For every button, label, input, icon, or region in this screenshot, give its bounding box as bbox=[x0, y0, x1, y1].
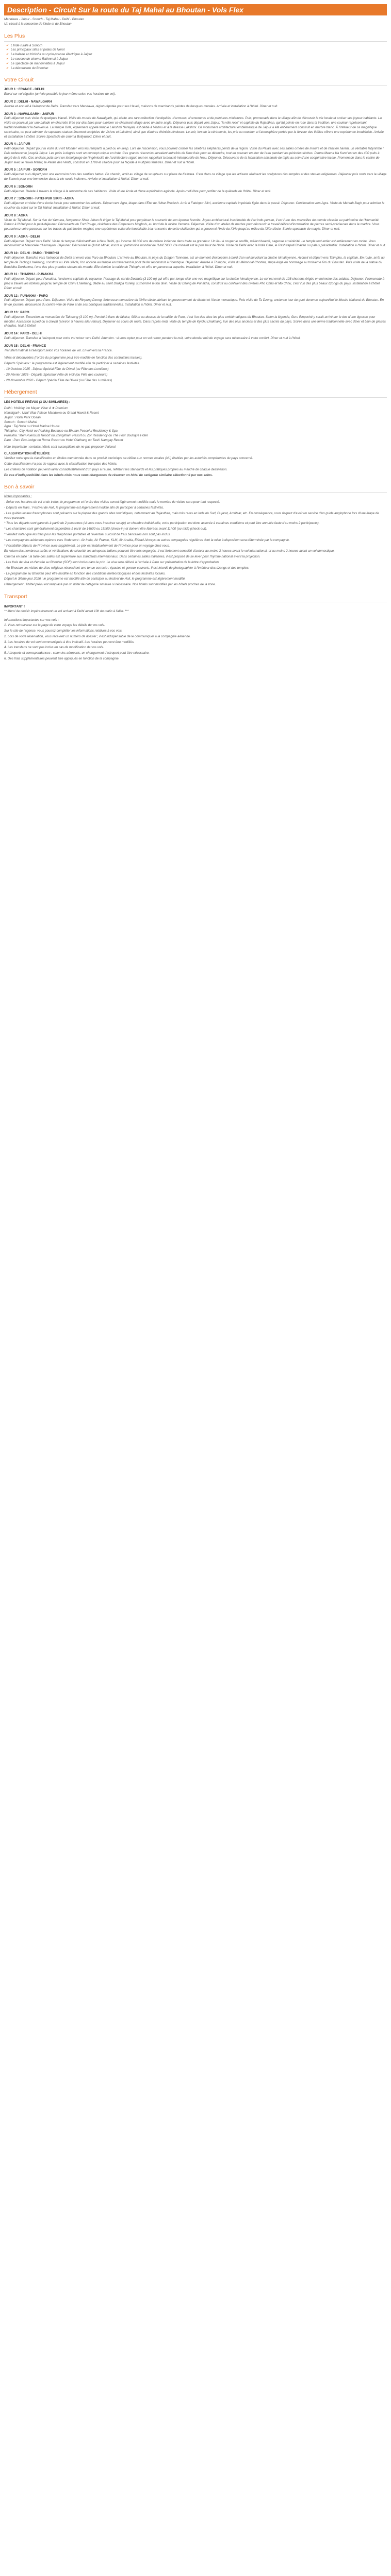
classification-title: CLASSIFICATION HÔTELIÈRE bbox=[4, 452, 50, 456]
bon-line: - Départs en Mars : Festival de Holi, le programme est légèrement modifié afin de participer à certaines festivités. bbox=[4, 505, 164, 510]
check-icon: ✔ bbox=[6, 44, 9, 47]
departure-notes bbox=[4, 356, 387, 383]
check-icon: ✔ bbox=[6, 66, 9, 70]
day-block bbox=[4, 311, 387, 329]
day-text: Petit-déjeuner. Transfert à l'aéroport pour votre vol retour vers Delhi. Attention : si vous optez pour un vol retour pendant la nuit, votre dernier nuit de voyage sera nécessaire à votre confort. Dîner et nuit à l'hôtel. bbox=[4, 336, 301, 341]
day-block bbox=[4, 251, 387, 269]
transport-list bbox=[4, 609, 387, 662]
transport-heading: Transport bbox=[4, 593, 27, 600]
day-text: Petit-déjeuner. Balade à travers le village à la rencontre de ses habitants. Visite d'une école et d'une exploitation agricole. Après-midi libre pour profiter de la quiétude de l'hôtel. Dîner et nuit. bbox=[4, 189, 271, 193]
intro-route: Mandawa - Jaipur - Sonorh - Taj Mahal - Delhi - Bhoutan bbox=[4, 18, 84, 21]
note-line: Départs Spéciaux : le programme est légèrement modifié afin de participer à certaines festivités. bbox=[4, 362, 140, 366]
plus-list bbox=[4, 44, 387, 71]
special-departure: - 29 Février 2026 - Départs Spéciaux Fête de Holi (ou Fête des couleurs) bbox=[4, 372, 108, 377]
special-departure: - 28 Novembre 2026 - Départ Spécial Fête de Diwali (ou Fête des Lumières) bbox=[4, 378, 112, 382]
bon-line: Cinéma en salle : la taille des salles est supérieure aux standards internationaux. Dans certaines salles indiennes, il est proposé de se lever pour l'hymne national avant la projection. bbox=[4, 555, 260, 559]
day-text: Envol sur vol régulier (arrivée possible le jour même selon vos horaires de vol). bbox=[4, 92, 116, 96]
plus-item: ✔ Le coucou de cinema Rathnmal à Jaipur bbox=[6, 57, 68, 61]
special-departure: - 19 Octobre 2025 - Départ Spécial Fête de Diwali (ou Fête des Lumières) bbox=[4, 367, 109, 371]
plus-item: ✔ Les principaux sites et palais de Nerol bbox=[6, 48, 65, 52]
day-title: JOUR 7 : SONORH - FATEHPUR SIKRI - AGRA bbox=[4, 197, 74, 201]
day-title: JOUR 14 : PARO - DELHI bbox=[4, 332, 42, 336]
hotel-list bbox=[4, 406, 387, 443]
transport-line: 5. Aéroports et correspondances : selon les aéroports, un changement d'aéroport peut être nécessaire. bbox=[4, 651, 150, 655]
day-block bbox=[4, 344, 387, 353]
bon-line: * Veuillez noter que les frais pour les téléphones portables et l'éventuel surcoût de frais bancaires non sont pas inclus. bbox=[4, 532, 171, 536]
plus-heading: Les Plus bbox=[4, 32, 25, 39]
day-text: Petit-déjeuner. Départ pour Paro. Déjeuner. Visite du Rinpung Dzong, forteresse monastère du XVIIe siècle abritant le gouvernement du district et l'école monastique. Puis visite du Ta Dzong, ancienne tour de guet devenue aujourd'hui le Musée National du Bhoutan. En fin de journée, découverte du centre-ville de Paro et de ses boutiques traditionnelles. Installation à l'hôtel. Dîner et nuit. bbox=[4, 298, 384, 307]
spacer bbox=[4, 615, 387, 617]
divider bbox=[4, 492, 387, 493]
day-text: Arrivée et accueil à l'aéroport de Delhi. Transfert vers Mandawa, région réputée pour ses Haveli, maisons de marchands peintes de fresques murales. Arrivée et installation à l'hôtel. Dîner et nuit. bbox=[4, 104, 278, 108]
bon-line: En raison des nombreux arrêts et vérifications de sécurité, les aéroports indiens peuvent être très engorgés. Il est fortement conseillé d'arriver au moins 3 heures avant le vol international, et au moins 2 heures avant un vol domestique. bbox=[4, 549, 335, 553]
day-block bbox=[4, 197, 387, 210]
day-text: Petit-déjeuner et visite d'une école locale pour rencontrer les enfants. Départ vers Agra, étape dans l'État de l'Uttar Pradesh. Arrêt à Fatehpur Sikri, ancienne capitale impériale figée dans le passé. Déjeuner. Continuation vers Agra. Visite du Mehtab Bagh pour admirer le coucher du soleil sur le Taj Mahal. Installation à l'hôtel. Dîner et nuit. bbox=[4, 201, 385, 210]
transport-title: IMPORTANT ! bbox=[4, 604, 25, 608]
day-block bbox=[4, 88, 387, 97]
day-block bbox=[4, 100, 387, 109]
plus-item: ✔ La découverte du Bhoutan bbox=[6, 66, 48, 70]
day-block bbox=[4, 142, 387, 165]
day-text: Petit-déjeuner. Départ vers Delhi. Visite du temple d'Akshardham à New Delhi, qui incarne 10 000 ans de culture indienne dans toute sa grandeur. Un lieu à couper le souffle, mêlant beauté, sagesse et sérénité. Le temple tout entier est entièrement en roche. Vous découvrirez le Mausolée d'Humayun. Déjeuner. Découvrez le Qutub Minar, inscrit au patrimoine mondial de l'UNESCO. Ce minaret est le plus haut de l'Inde. Visite de Delhi avec la India Gate, le Rashtrapati Bhavan ou palais présidentiel. Installation à l'hôtel. Dîner et nuit. bbox=[4, 239, 386, 248]
day-text: Petit-déjeuner. Transfert vers l'aéroport de Delhi et envol vers Paro au Bhoutan. L'arrivée au Bhoutan, le pays du Dragon Tonnerre, est un moment d'exception à bord d'un vol survolant la chaîne himalayenne. Accueil et départ vers Thimphu, la capitale. En route, arrêt au temple de Tachog Lhakhang, construit au XVe siècle, l'on accède au temple en traversant le pont de fer reconstruit à l'identique. Déjeuner. Arrivée à Thimphu, visite du Mémorial Chorten, stupa érigé en hommage au troisième Roi du Bhoutan. Puis visite de la statue du Bouddha Dordenma, l'une des plus grandes statues du monde. Elle domine la vallée de Thimphu et offre un panorama superbe. Installation à l'hôtel. Dîner et nuit. bbox=[4, 256, 385, 269]
day-title: JOUR 8 : AGRA bbox=[4, 213, 28, 217]
bon-list bbox=[4, 495, 387, 587]
hotel-item: Thimphu : City Hotel ou Peaking Boutique ou Bhutan Peaceful Residency & Spa bbox=[4, 429, 118, 433]
day-block bbox=[4, 168, 387, 181]
bon-line: * Les chambres sont généralement disponibles à partir de 14h00 ou 15h00 (check-in) et doivent être libérées avant 11h00 (ou midi) (check-out). bbox=[4, 527, 207, 531]
hotel-item: Delhi : Holiday Inn Mayur Vihar 4 ★ Premium bbox=[4, 406, 69, 411]
day-text: Petit-déjeuner. Départ pour Punakha, l'ancienne capitale du royaume. Passage du col de Dochula (3 100 m) qui offre par temps clair une vue magnifique sur la chaîne himalayenne. Le col est orné de 108 chortens érigés en mémoire des soldats. Déjeuner. Promenade à pied à travers les rizières jusqu'au temple de Chimi Lhakhang, dédié au saint Drukpa Kunley, surnommé le fou divin. Visite du Dzong de Punakha, construit au confluent des rivières Pho Chhu et Mo Chhu, c'est l'un des plus beaux dzongs du pays. Installation à l'hôtel. Dîner et nuit. bbox=[4, 277, 385, 290]
note-line: Villes et découvertes (l'ordre du programme peut être modifié en fonction des contraintes locales). bbox=[4, 356, 142, 360]
day-title: JOUR 2 : DELHI - NAWALGARH bbox=[4, 99, 52, 104]
bon-line: - Au Bhoutan, les visites de sites religieux nécessitent une tenue correcte : épaules et genoux couverts. Il est interdit de photographier à l'intérieur des dzongs et des temples. bbox=[4, 566, 250, 570]
divider bbox=[4, 397, 387, 398]
check-icon: ✔ bbox=[6, 48, 9, 52]
bon-line: * Possibilité départs de Province avec supplément. Le prix est habituellement de Province pour un voyage chez vous. bbox=[4, 544, 170, 548]
intro-tagline: Un circuit à la rencontre de l'Inde et du Bhoutan bbox=[4, 22, 72, 26]
intro bbox=[4, 18, 387, 27]
check-icon: ✔ bbox=[6, 53, 9, 57]
page-title: Description - Circuit Sur la route du Taj Mahal au Bhoutan - Vols Flex bbox=[4, 4, 387, 15]
bon-line: - Les frais de visa et d'entrée au Bhoutan (SDF) sont inclus dans le prix. Le visa sera délivré à l'arrivée à Paro sur présentation de la lettre d'approbation. bbox=[4, 560, 220, 564]
divider bbox=[4, 85, 387, 86]
day-title: JOUR 5 : JAIPUR - SONORH bbox=[4, 168, 47, 172]
day-block bbox=[4, 294, 387, 308]
day-title: JOUR 11 : THIMPHU - PUNAKHA bbox=[4, 273, 54, 277]
classification-text bbox=[4, 456, 387, 478]
hotel-note: Note importante : certains hôtels sont susceptibles de ne pas proposer d'alcool. bbox=[4, 445, 117, 449]
day-text: Transfert matinal à l'aéroport selon vos horaires de vol. Envol vers la France. bbox=[4, 348, 113, 352]
bon-line: Notes importantes : bbox=[4, 495, 32, 499]
check-icon: ✔ bbox=[6, 62, 9, 65]
day-title: JOUR 15 : DELHI - FRANCE bbox=[4, 344, 46, 348]
hotel-item: Punakha : Meri Puensum Resort ou Zhingkham Resort ou Zor Residency ou The Four Boutique Hotel bbox=[4, 433, 148, 437]
day-text: Petit-déjeuner. Excursion au monastère de Taktsang (3 100 m). Perché à flanc de falaise, 900 m au-dessus de la vallée de Paro, c'est l'un des sites les plus emblématiques du Bhoutan. Selon la légende, Guru Rinpoché y serait arrivé sur le dos d'une tigresse pour méditer. Ascension à pied ou à cheval (environ 5 heures aller-retour). Déjeuner en cours de route. Dans l'après-midi, visite du temple de Kyichu Lhakhang, l'un des plus anciens et des plus sacrés du pays. Soirée dans une ferme traditionnelle avec dîner et bain de pierres chaudes. Nuit à l'hôtel. bbox=[4, 315, 386, 328]
day-title: JOUR 1 : FRANCE - DELHI bbox=[4, 88, 44, 92]
day-title: JOUR 10 : DELHI - PARO - THIMPHU bbox=[4, 251, 59, 256]
hotel-item: Sonorh : Sonorh Mahal bbox=[4, 420, 37, 424]
day-title: JOUR 9 : AGRA - DELHI bbox=[4, 234, 40, 239]
bon-heading: Bon à savoir bbox=[4, 484, 35, 490]
day-text: Petit-déjeuner puis visite de quelques Haveli. Visite du musée de Nawalgarh, qui abrite une rare collection d'antiquités, d'armures, d'ornements et de peintures miniatures. Puis, promenade dans le village afin de découvrir la vie locale et croiser ses joyeux habitants. La visite se poursuit par une balade en charrette tirée par des ânes pour explorer ce charmant village avec un autre angle. Déjeuner puis départ vers Jaipur, "la ville rose" et capitale du Rajasthan, qui fut peinte en rose dans la tradition, une couleur représentant traditionnellement la bienvenue. La temple Birla, également appelé temple Lakshmi Narayan, est dédié à Vishnu et à la déesse Lakshmi. Ce monument architectural emblématique de Jaipur a été entièrement construit en marbre blanc. À l'intérieur de ce magnifique sanctuaire, on peut admirer de superbes statues finement sculptées de Vishnu et Lakshmi, ainsi que d'autres divinités hindoues. Le soir, lors de la cérémonie, les prie au coucher et l'atmosphère portée par la ferveur des fidèles offrent une expérience inoubliable. Arrivée et installation à l'hôtel. Soirée Spectacle de cinéma Bollywood. Dîner et nuit. bbox=[4, 116, 384, 139]
day-title: JOUR 12 : PUNAKHA - PARO bbox=[4, 294, 48, 298]
plus-item: ✔ L'Inde rurale à Sonorh bbox=[6, 43, 43, 47]
circuit-heading: Votre Circuit bbox=[4, 77, 34, 83]
day-text: Visite du Taj Mahal. Sur la rive du Yamuna, l'empereur Shah Jahan fit ériger le Taj Mahal pour perpétuer le souvenir de son épouse favorite. Joyau architectural inestimable de l'art indo-persan, il est l'une des merveilles du monde classée au patrimoine de l'Humanité. Retour à l'hôtel pour le petit-déjeuner. Découverte du Fort Rouge, résidence des Empereurs Moghols, au bord de la rivière Yamuna. Déjeuner. Visite d'un atelier de marbre pour découvrir le travail délicat d'incrustation de pierres semi-précieuses dans le marbre. Vous poursuivrez votre parcours sur les traces du patrimoine moghol, une expérience culturelle inoubliable à la rencontre de cette civilisation qui a gouverné l'Inde du XVIe jusqu'au milieu du XIXe siècle. Soirée spectacle de magie. Dîner et nuit. bbox=[4, 218, 380, 231]
bon-line: - Les guides locaux francophones sont présents sur la plupart des grands sites touristiques, notamment au Rajasthan, mais très rares en Inde du Sud, Gujarat, Amritsar, etc. En conséquence, vous risquez d'avoir un service d'un guide anglophone lors d'une étape de votre parcours. bbox=[4, 511, 379, 520]
hotel-item: Paro : Paro Eco Lodge ou Roma Resort ou Hotel Olathang ou Tashi Namgay Resort bbox=[4, 438, 123, 442]
day-block bbox=[4, 332, 387, 341]
bon-line: - Le programme au Bhoutan peut être modifié en fonction des conditions météorologiques et des festivités locales. bbox=[4, 571, 166, 575]
transport-line: 2. Lors de votre réservation, vous recevrez un numéro de dossier ; il est indispensable de le communiquer à la compagnie aérienne. bbox=[4, 634, 191, 638]
bon-line: * Les compagnies aériennes opèrent vers l'Inde sont : Air India, Air France, KLM, Air Arabia, Etihad Airways ou autres compagnies régulières dont la mise à disposition sera déterminée par la compagnie. bbox=[4, 538, 290, 542]
day-block bbox=[4, 112, 387, 140]
bon-line: Départ le 3ième jour 2026 : le programme est modifié afin de participer au festival de Holi, le programme est légèrement modifié. bbox=[4, 577, 186, 581]
page bbox=[0, 0, 391, 668]
day-block bbox=[4, 214, 387, 232]
day-text: Petit-déjeuner. Départ pour la visite du Fort Monder vers les remparts à pied ou en Jeep. Lors de l'ascension, vous pourrez croiser les célèbres éléphants peints de la région. Visite du Palais avec ses salles ornées de miroirs et de l'ancien harem, un véritable labyrinthe ! Puis redescente jusqu'à Jaipur. Les puits à degrés sont un concept unique en Inde. Ces grands réservoirs servaient autrefois de lieux frais pour se détendre, tout en pouvant en tirer de l'eau pendant les périodes sèches. Panna Meena Ka Kund est un des 400 puits à degré de la ville. Ces anciens puits sont un témoignage de l'ingéniosité de l'architecture rajput, tout en rappelant la beauté intemporelle de l'eau. Déjeuner. Découverte de la fabrication artisanale de tapis au sein d'une coopérative locale. Promenade dans le centre de Jaipur avec le Hawa Mahal, le Palais des Vents, construit en 1799 et célèbre pour sa façade à multiples fenêtres. Dîner et nuit à l'hôtel. bbox=[4, 147, 384, 164]
day-title: JOUR 4 : JAIPUR bbox=[4, 142, 30, 146]
hotel-item: Jaipur : Hotel Park Ocean bbox=[4, 415, 41, 419]
hotel-item: Nawalgarh : Udai Vilas Palace Mandawa ou Grand Haveli & Resort bbox=[4, 411, 99, 415]
classification-line: Cette classification n'a pas de rapport avec la classification française des hôtels. bbox=[4, 462, 118, 466]
bon-line: Hébergement : l'hôtel prévu est remplacé par un hôtel de catégorie similaire si nécessaire. Nos hôtels sont modifiés par les hôtels proches de la zone. bbox=[4, 583, 216, 587]
check-icon: ✔ bbox=[6, 57, 9, 61]
transport-line: ** Merci de choisir impérativement un vol arrivant à Delhi avant 10h du matin à l'aller. *** bbox=[4, 609, 129, 613]
day-text: Petit-déjeuner puis départ pour une excursion hors des sentiers battus. En chemin, arrêt au village de sculpteurs sur pierre de Kalwara. C'est dans ce village que les artisans réalisent les sculptures des temples et des statues religieuses. Déjeuner puis route vers le village de Sonorh pour une immersion dans la vie rurale indienne. Arrivée et installation à l'hôtel. Dîner et nuit. bbox=[4, 173, 387, 181]
transport-line: Sur le site de l'agence, vous pourrez compléter les informations relatives à vos vols. bbox=[4, 629, 123, 633]
day-block bbox=[4, 235, 387, 248]
hotels-subtitle: LES HOTELS PRÉVUS (3 OU SIMILAIRES) : bbox=[4, 400, 70, 404]
bon-line: * Tous les départs sont garantis à partir de 2 personnes (si vous vous inscrivez seul(e) en chambre individuelle, votre participation est donc assurée à certaines conditions et peut être annulée faute d'au moins 2 participants). bbox=[4, 521, 320, 526]
transport-line: 3. Les horaires de vol sont communiqués à titre indicatif. Les horaires peuvent être modifiés. bbox=[4, 640, 135, 644]
hebergement-heading: Hébergement bbox=[4, 389, 37, 396]
day-block bbox=[4, 185, 387, 194]
classification-line: En cas d'indisponibilité dans les hôtels cités nous vous chargerons de réserver un hôtel de catégorie similaire sélectionné par nos soins. bbox=[4, 473, 213, 477]
divider bbox=[4, 41, 387, 42]
day-block bbox=[4, 273, 387, 291]
day-title: JOUR 6 : SONORH bbox=[4, 184, 33, 189]
transport-line: Informations importantes sur vos vols : bbox=[4, 618, 59, 622]
transport-line: 1. Vous retrouverez sur la page de votre voyage les détails de vos vols. bbox=[4, 623, 105, 628]
bon-line: - Selon vos horaires de vol et de trains, le programme et l'ordre des visites seront légèrement modifiés mais le nombre de visites sera pour tant respecté. bbox=[4, 500, 220, 504]
day-title: JOUR 3 : NAWALGARH - JAIPUR bbox=[4, 112, 54, 116]
hotel-item: Agra : Taj Hotel ou Hotel Marina House bbox=[4, 425, 60, 429]
plus-item: ✔ Le spectacle de marionnettes à Jaipur bbox=[6, 61, 65, 65]
classification-line: Veuillez noter que la classification en étoiles mentionnée dans ce produit touristique se réfère aux normes locales (NL) établies par les autorités compétentes du pays concerné. bbox=[4, 456, 253, 461]
classification-line: Les critères de notation peuvent varier considérablement d'un pays à l'autre, reflétant les standards et les pratiques propres au marché de chaque destination. bbox=[4, 467, 227, 471]
plus-item: ✔ La balade en tricksha ou cyclo-pousse électrique à Jaipur bbox=[6, 53, 92, 57]
transport-line: 4. Les transferts ne sont pas inclus en cas de modification de vos vols. bbox=[4, 646, 104, 650]
transport-line: 6. Des frais supplémentaires peuvent être appliqués en fonction de la compagnie. bbox=[4, 657, 120, 661]
day-title: JOUR 13 : PARO bbox=[4, 311, 29, 315]
